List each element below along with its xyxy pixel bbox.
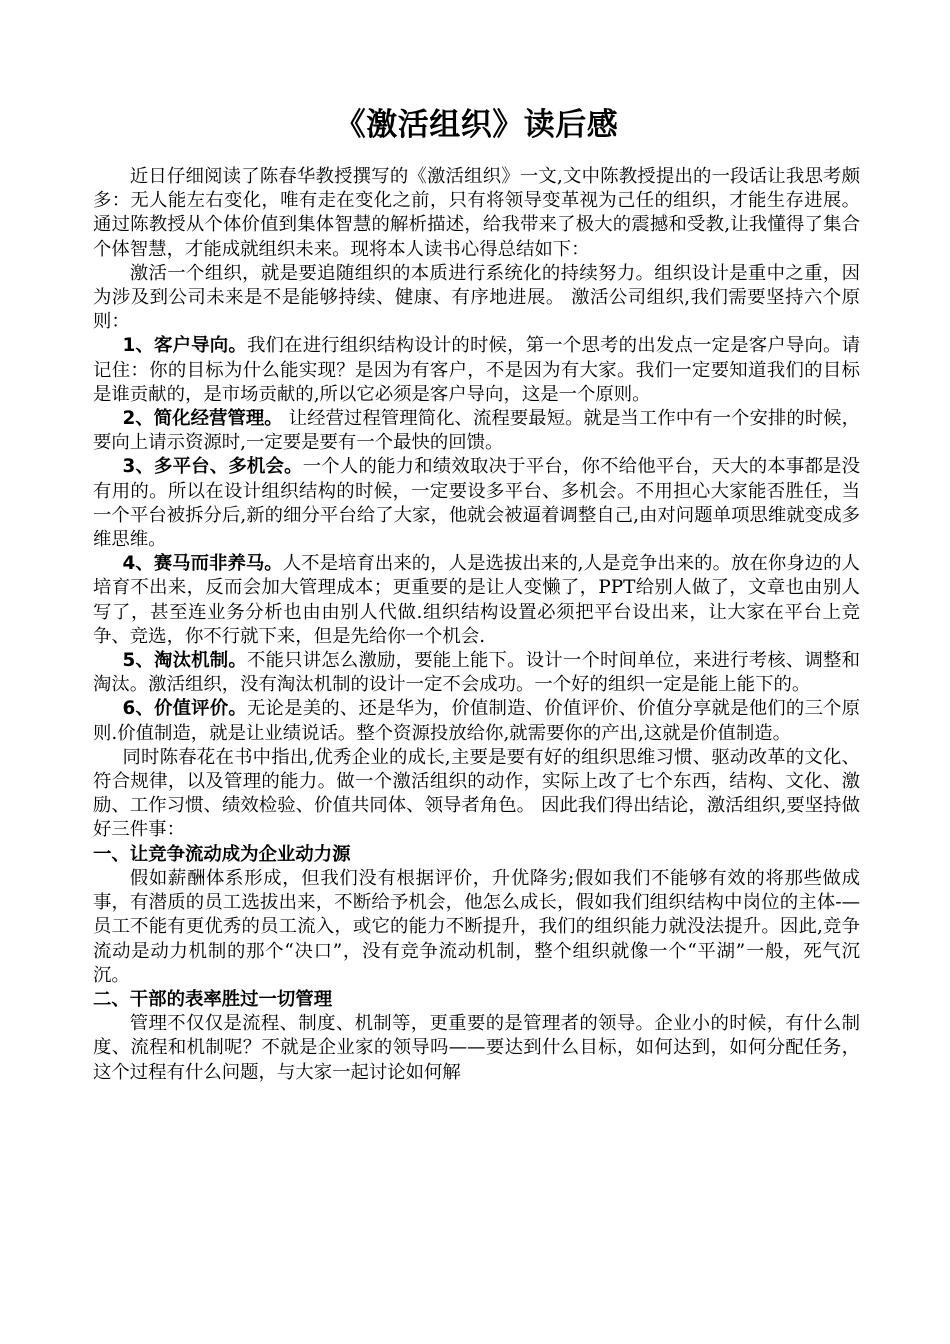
principle-text: 人不是培育出来的，人是选拔出来的,人是竞争出来的。放在你身边的人培育不出来，反而会加大管理成本；更重要的是让人变懒了，PPT给别人做了，文章也由别人写了，甚至连业务分析也由由别人代做.组织结构设置必须把平台设出来，让大家在平台上竞争、竞选，你不行就下来，但是先给你一个机会. [93,553,861,647]
principle-paragraph [93,649,860,697]
summary-paragraph: 同时陈春花在书中指出,优秀企业的成长,主要是要有好的组织思维习惯、驱动改革的文化、符合规律，以及管理的能力。做一个激活组织的动作，实际上改了七个东西，结构、文化、激励、工作习惯、绩效检验、价值共同体、领导者角色。 因此我们得出结论，激活组织,要坚持做好三件事： [93,746,860,841]
document-title: 《激活组织》读后感 [334,107,619,143]
principle-paragraph [93,697,860,745]
principle-text: 让经营过程管理简化、流程要最短。就是当工作中有一个安排的时候，要向上请示资源时,一定要是要有一个最快的回馈。 [93,408,861,454]
principle-heading: 3、多平台、多机会。 [122,456,303,478]
section-heading: 二、干部的表率胜过一切管理 [93,988,333,1010]
principle-text: 不能只讲怎么激励，要能上能下。设计一个时间单位，来进行考核、调整和淘汰。激活组织，没有淘汰机制的设计一定不会成功。一个好的组织一定是能上能下的。 [93,650,860,696]
intro-paragraph: 激活一个组织，就是要追随组织的本质进行系统化的持续努力。组织设计是重中之重，因为涉及到公司未来是不是能够持续、健康、有序地进展。 激活公司组织,我们需要坚持六个原则： [93,262,860,333]
principle-paragraph [93,334,860,407]
section-paragraph: 管理不仅仅是流程、制度、机制等，更重要的是管理者的领导。企业小的时候，有什么制度、流程和机制呢？不就是企业家的领导吗——要达到什么目标，如何达到，如何分配任务，这个过程有什么问题，与大家一起讨论如何解 [93,1013,860,1083]
intro-paragraph: 近日仔细阅读了陈春华教授撰写的《激活组织》一文,文中陈教授提出的一段话让我思考颇多：无人能左右变化，唯有走在变化之前，只有将领导变革视为己任的组织，才能生存进展。通过陈教授从个体价值到集体智慧的解析描述，给我带来了极大的震撼和受教,让我懂得了集合个体智慧，才能成就组织未来。现将本人读书心得总结如下： [93,166,860,260]
principle-heading: 5、淘汰机制。 [122,650,247,672]
principle-paragraph [93,552,860,649]
principle-heading: 2、简化经营管理。 [122,408,283,430]
principle-heading: 4、赛马而非养马。 [122,553,283,575]
principle-heading: 6、价值评价。 [122,698,247,720]
principle-text: 我们在进行组织结构设计的时候，第一个思考的出发点一定是客户导向。请记住：你的目标为什么能实现？是因为有客户，不是因为有大家。我们一定要知道我们的目标是谁贡献的，是市场贡献的,所以它必须是客户导向，这是一个原则。 [93,335,860,405]
principle-heading: 1、客户导向。 [122,335,247,357]
principle-text: 一个人的能力和绩效取决于平台，你不给他平台，天大的本事都是没有用的。所以在设计组织结构的时候，一定要设多平台、多机会。不用担心大家能否胜任，当一个平台被拆分后,新的细分平台给了大家，他就会被逼着调整自己,由对问题单项思维就变成多维思维。 [93,456,860,551]
principle-text: 无论是美的、还是华为，价值制造、价值评价、价值分享就是他们的三个原则.价值制造，就是让业绩说话。整个资源投放给你,就需要你的产出,这就是价值制造。 [93,698,860,744]
section-heading: 一、让竞争流动成为企业动力源 [93,843,351,865]
document-body [93,165,860,1085]
section-paragraph: 假如薪酬体系形成，但我们没有根据评价，升优降劣;假如我们不能够有效的将那些做成事，有潜质的员工选拔出来，不断给予机会，他怎么成长，假如我们组织结构中岗位的主体-—员工不能有更优秀的员工流入，或它的能力不断提升，我们的组织能力就没法提升。因此,竞争流动是动力机制的那个“决口”，没有竞争流动机制，整个组织就像一个“平湖”一般，死气沉沉。 [93,867,860,986]
principle-paragraph [93,455,860,552]
principle-paragraph [93,407,860,455]
